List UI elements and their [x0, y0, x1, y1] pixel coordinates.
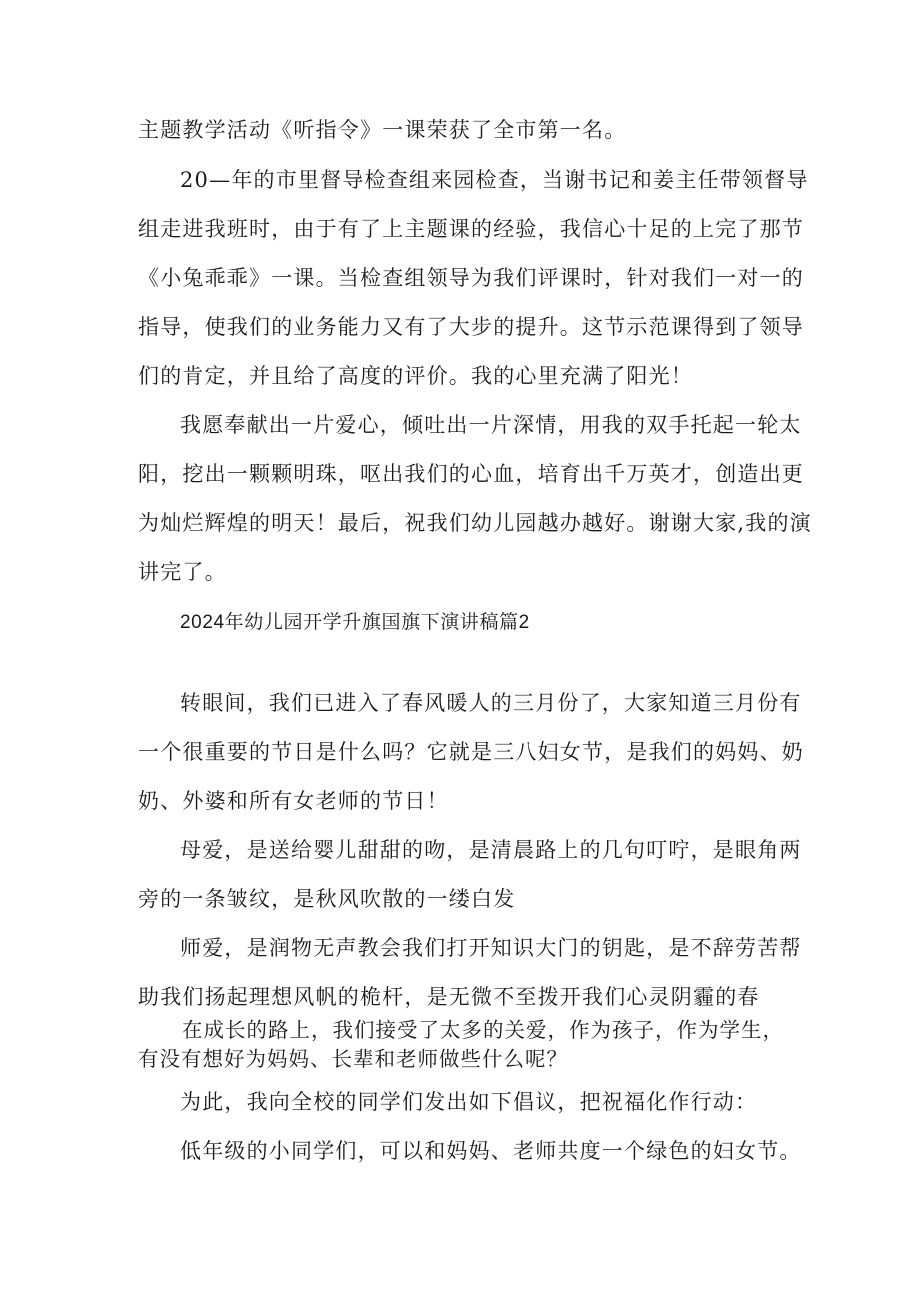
paragraph-line: 指导，使我们的业务能力又有了大步的提升。这节示范课得到了领导 — [138, 315, 804, 339]
paragraph-line: 助我们扬起理想风帆的桅杆，是无微不至拨开我们心灵阴霾的春 — [138, 985, 760, 1009]
paragraph-line: 为此，我向全校的同学们发出如下倡议，把祝福化作行动： — [180, 1090, 758, 1114]
paragraph-line: 《小兔乖乖》一课。当检查组领导为我们评课时，针对我们一对一的 — [138, 266, 804, 290]
paragraph-line: 一个很重要的节日是什么吗？它就是三八妇女节，是我们的妈妈、奶 — [138, 740, 804, 764]
section-heading: 2024年幼儿园开学升旗国旗下演讲稿篇2 — [180, 612, 530, 633]
paragraph-line: 母爱，是送给婴儿甜甜的吻，是清晨路上的几句叮咛，是眼角两 — [180, 838, 802, 862]
paragraph-line: 20—年的市里督导检查组来园检查，当谢书记和姜主任带领督导 — [180, 168, 809, 192]
paragraph-line: 转眼间，我们已进入了春风暖人的三月份了，大家知道三月份有 — [180, 691, 802, 715]
paragraph-line: 奶、外婆和所有女老师的节日！ — [138, 789, 449, 813]
paragraph-line: 旁的一条皱纹，是秋风吹散的一缕白发 — [138, 887, 516, 911]
paragraph-line: 组走进我班时，由于有了上主题课的经验，我信心十足的上完了那节 — [138, 217, 804, 241]
paragraph-line: 主题教学活动《听指令》一课荣获了全市第一名。 — [138, 118, 627, 142]
paragraph-line: 师爱，是润物无声教会我们打开知识大门的钥匙，是不辞劳苦帮 — [180, 936, 802, 960]
paragraph-line: 讲完了。 — [138, 560, 227, 584]
paragraph-line: 我愿奉献出一片爱心，倾吐出一片深情，用我的双手托起一轮太 — [180, 413, 802, 437]
paragraph-line: 在成长的路上，我们接受了太多的关爱，作为孩子，作为学生， — [182, 1018, 784, 1042]
paragraph-line: 低年级的小同学们，可以和妈妈、老师共度一个绿色的妇女节。 — [180, 1139, 802, 1163]
paragraph-line: 们的肯定，并且给了高度的评价。我的心里充满了阳光！ — [138, 364, 693, 388]
paragraph-line: 为灿烂辉煌的明天！最后，祝我们幼儿园越办越好。谢谢大家,我的演 — [138, 511, 812, 535]
paragraph-line: 有没有想好为妈妈、长辈和老师做些什么呢？ — [138, 1047, 568, 1071]
paragraph-line: 阳，挖出一颗颗明珠，呕出我们的心血，培育出千万英才，创造出更 — [138, 462, 804, 486]
